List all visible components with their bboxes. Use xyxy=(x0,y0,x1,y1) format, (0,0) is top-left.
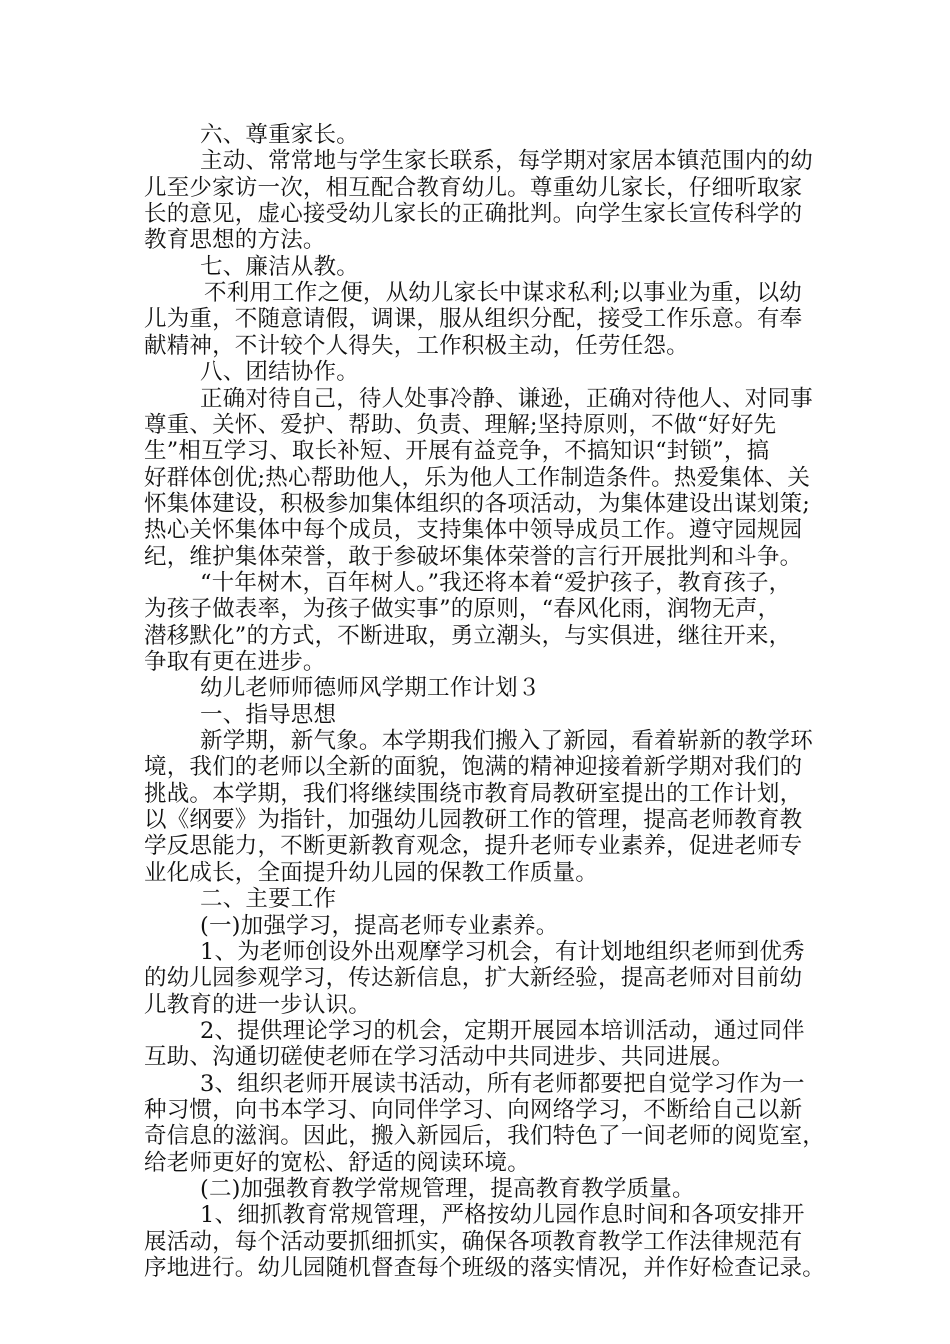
text-line: 教育思想的方法。 xyxy=(144,227,326,254)
text-line: 二、主要工作 xyxy=(200,886,337,913)
text-line: 的幼儿园参观学习，传达新信息，扩大新经验，提高老师对目前幼 xyxy=(144,965,803,992)
text-line: (二)加强教育教学常规管理，提高教育教学质量。 xyxy=(200,1176,695,1202)
text-line: 幼儿老师师德师风学期工作计划３ xyxy=(200,675,541,702)
text-line: 种习惯，向书本学习、向同伴学习、向网络学习，不断给自己以新 xyxy=(144,1096,803,1123)
text-line: 为孩子做表率，为孩子做实事”的原则，“春风化雨，润物无声， xyxy=(144,596,781,623)
text-line: 序地进行。幼儿园随机督查每个班级的落实情况，并作好检查记录。 xyxy=(144,1255,826,1282)
text-line: 以《纲要》为指针，加强幼儿园教研工作的管理，提高老师教育教 xyxy=(144,807,803,834)
text-line: 正确对待自己，待人处事冷静、谦逊，正确对待他人、对同事 xyxy=(200,385,813,412)
text-line: 1、细抓教育常规管理，严格按幼儿园作息时间和各项安排开 xyxy=(200,1202,805,1229)
text-line: 奇信息的滋润。因此，搬入新园后，我们特色了一间老师的阅览室， xyxy=(144,1123,826,1150)
text-line: 主动、常常地与学生家长联系，每学期对家居本镇范围内的幼 xyxy=(200,148,813,175)
text-line: 境，我们的老师以全新的面貌，饱满的精神迎接着新学期对我们的 xyxy=(144,754,803,781)
text-line: 热心关怀集体中每个成员，支持集体中领导成员工作。遵守园规园 xyxy=(144,517,803,544)
text-line: 儿至少家访一次，相互配合教育幼儿。尊重幼儿家长，仔细听取家 xyxy=(144,174,803,201)
text-line: 学反思能力，不断更新教育观念，提升老师专业素养，促进老师专 xyxy=(144,833,803,860)
text-line: 八、团结协作。 xyxy=(200,359,359,386)
text-line: 儿教育的进一步认识。 xyxy=(144,991,372,1018)
text-line: 挑战。本学期，我们将继续围绕市教育局教研室提出的工作计划， xyxy=(144,780,803,807)
text-line: 七、廉洁从教。 xyxy=(200,253,359,280)
text-line: 展活动，每个活动要抓细抓实，确保各项教育教学工作法律规范有 xyxy=(144,1228,803,1255)
text-line: 2、提供理论学习的机会，定期开展园本培训活动，通过同伴 xyxy=(200,1017,805,1044)
text-line: 3、组织老师开展读书活动，所有老师都要把自觉学习作为一 xyxy=(200,1070,805,1097)
text-line: 生”相互学习、取长补短、开展有益竞争，不搞知识“封锁”，搞 xyxy=(144,438,770,465)
text-line: 一、指导思想 xyxy=(200,701,337,728)
text-line: 不利用工作之便，从幼儿家长中谋求私利;以事业为重，以幼 xyxy=(204,280,802,307)
text-line: 新学期，新气象。本学期我们搬入了新园，看着崭新的教学环 xyxy=(200,728,813,755)
text-line: 献精神，不计较个人得失，工作积极主动，任劳任怨。 xyxy=(144,332,689,359)
text-line: 1、为老师创设外出观摩学习机会，有计划地组织老师到优秀 xyxy=(200,938,805,965)
text-line: 争取有更在进步。 xyxy=(144,649,326,675)
text-line: 潜移默化”的方式，不断进取，勇立潮头，与实俱进，继往开来， xyxy=(144,622,792,649)
text-line: 长的意见，虚心接受幼儿家长的正确批判。向学生家长宣传科学的 xyxy=(144,201,803,228)
text-line: 给老师更好的宽松、舒适的阅读环境。 xyxy=(144,1149,530,1176)
text-line: 好群体创优;热心帮助他人，乐为他人工作制造条件。热爱集体、关 xyxy=(144,464,811,491)
text-line: 儿为重，不随意请假，调课，服从组织分配，接受工作乐意。有奉 xyxy=(144,306,803,333)
text-line: “十年树木，百年树人。”我还将本着“爱护孩子，教育孩子， xyxy=(200,569,792,596)
text-line: 互助、沟通切磋使老师在学习活动中共同进步、共同进展。 xyxy=(144,1044,735,1071)
text-line: 尊重、关怀、爱护、帮助、负责、理解;坚持原则，不做“好好先 xyxy=(144,411,777,438)
text-line: 业化成长，全面提升幼儿园的保教工作质量。 xyxy=(144,859,599,886)
text-line: 六、尊重家长。 xyxy=(200,122,359,148)
text-line: 怀集体建设，积极参加集体组织的各项活动，为集体建设出谋划策; xyxy=(144,490,811,517)
text-line: (一)加强学习，提高老师专业素养。 xyxy=(200,912,559,939)
text-line: 纪，维护集体荣誉，敢于参破坏集体荣誉的言行开展批判和斗争。 xyxy=(144,543,803,570)
